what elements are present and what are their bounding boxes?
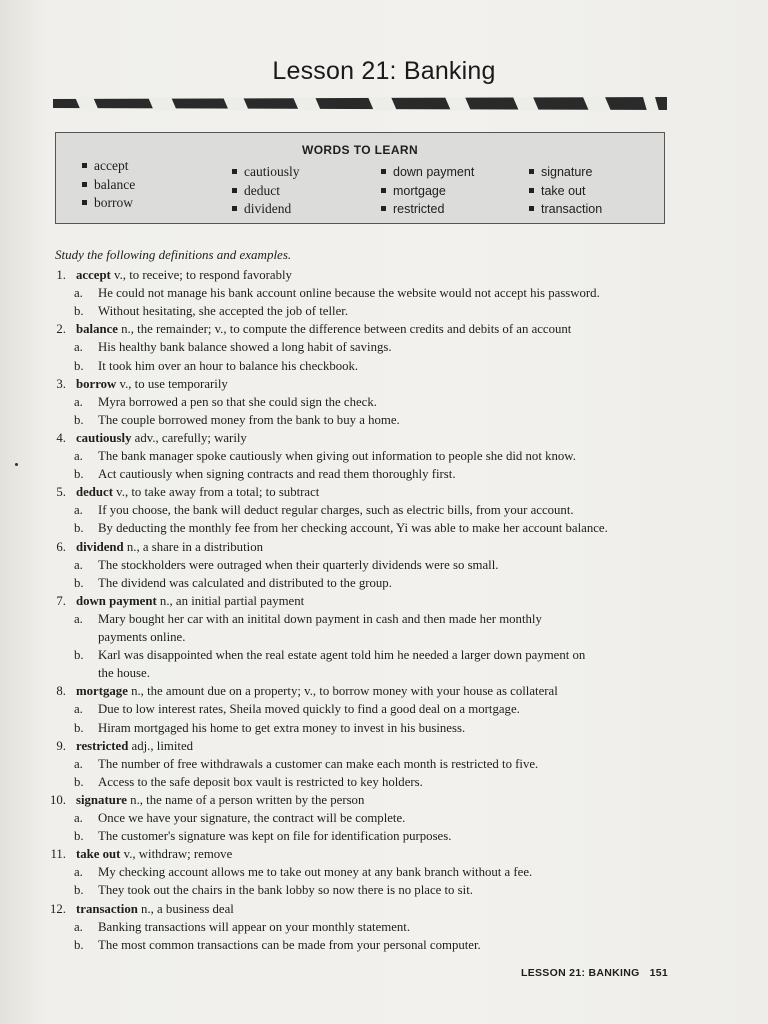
example-letter: b. — [74, 648, 84, 663]
footer-label: LESSON 21: BANKING — [520, 967, 640, 979]
entry-headline — [76, 539, 263, 555]
example-sentence: The dividend was calculated and distributed to the group. — [98, 575, 392, 590]
entry-definition: adj., limited — [128, 738, 194, 753]
example-letter: b. — [74, 575, 84, 590]
example-letter: a. — [74, 811, 83, 825]
entry-definition: n., the amount due on a property; v., to borrow money with your house as collateral — [127, 684, 558, 699]
example-letter: b. — [74, 774, 84, 789]
example-letter: b. — [74, 829, 84, 844]
decorative-stripe — [53, 96, 667, 112]
example-sentence: Banking transactions will appear on your monthly statement. — [98, 919, 411, 934]
entry-number: 9. — [56, 738, 66, 753]
entry-number: 5. — [56, 485, 66, 500]
example-letter: b. — [74, 467, 84, 482]
entry-definition: n., the remainder; v., to compute the difference between credits and debits of an account — [117, 322, 572, 337]
entry-definition: v., to take away from a total; to subtract — [112, 485, 320, 500]
example-letter: a. — [74, 702, 83, 717]
entry-word: take out — [76, 847, 121, 862]
entry-headline — [76, 683, 558, 699]
bullet-icon — [82, 200, 87, 205]
entry-headline — [76, 376, 228, 392]
word-column-1 — [82, 157, 135, 213]
example-letter: b. — [74, 883, 84, 898]
example-letter: b. — [74, 521, 84, 536]
entry-number: 11. — [50, 847, 66, 862]
example-letter: a. — [74, 394, 83, 409]
entry-headline — [76, 901, 234, 917]
example-letter: b. — [74, 720, 84, 735]
bullet-icon — [529, 169, 534, 174]
word-item: mortgage — [381, 182, 474, 201]
entry-number: 1. — [56, 268, 66, 282]
entry-headline — [76, 792, 364, 808]
entry-word: transaction — [76, 901, 138, 916]
example-sentence: The customer's signature was kept on file for identification purposes. — [98, 829, 452, 844]
entry-number: 3. — [56, 376, 66, 391]
example-sentence: They took out the chairs in the bank lobby so now there is no place to sit. — [98, 883, 473, 898]
entry-definition: v., to use temporarily — [116, 376, 228, 391]
entry-word: accept — [76, 268, 111, 282]
entry-definition: n., a business deal — [137, 901, 234, 916]
entry-headline — [76, 484, 319, 500]
word-item: restricted — [381, 200, 474, 219]
example-sentence: the house. — [98, 666, 150, 681]
example-letter: a. — [74, 449, 83, 463]
bullet-icon — [381, 169, 386, 174]
example-letter: a. — [74, 557, 83, 572]
word-column-4 — [529, 163, 602, 219]
instructions: Study the following definitions and examples. — [55, 247, 292, 262]
words-box-title: WORDS TO LEARN — [301, 143, 419, 157]
word-item: deduct — [232, 182, 300, 201]
page-number: 151 — [649, 967, 668, 979]
example-letter: a. — [74, 919, 83, 934]
bullet-icon — [529, 206, 534, 211]
entry-definition: v., to receive; to respond favorably — [110, 268, 292, 282]
example-sentence: My checking account allows me to take out money at any bank branch without a fee. — [98, 865, 533, 880]
entry-number: 6. — [56, 539, 66, 554]
example-sentence: Hiram mortgaged his home to get extra money to invest in his business. — [98, 720, 466, 735]
entry-word: deduct — [76, 485, 113, 500]
entry-word: borrow — [76, 376, 117, 391]
entry-headline — [76, 430, 247, 446]
example-sentence: The couple borrowed money from the bank to buy a home. — [98, 412, 400, 427]
word-column-2 — [232, 163, 300, 219]
bullet-icon — [232, 206, 237, 211]
word-item: down payment — [381, 163, 474, 182]
page-title: Lesson 21: Banking — [272, 57, 496, 85]
entry-word: dividend — [76, 539, 124, 554]
example-sentence: Myra borrowed a pen so that she could sign the check. — [98, 394, 377, 409]
word-item: signature — [529, 163, 602, 182]
page-footer — [521, 967, 668, 979]
words-to-learn-box — [55, 132, 665, 224]
example-letter: a. — [74, 286, 83, 301]
entry-word: down payment — [76, 593, 157, 608]
example-sentence: payments online. — [98, 630, 186, 644]
word-item: take out — [529, 182, 602, 201]
entry-number: 10. — [50, 792, 66, 807]
bullet-icon — [232, 169, 237, 174]
example-letter: b. — [74, 937, 84, 952]
example-sentence: Once we have your signature, the contract will be complete. — [98, 811, 406, 825]
example-sentence: Access to the safe deposit box vault is restricted to key holders. — [98, 774, 423, 789]
example-sentence: The bank manager spoke cautiously when giving out information to people she did not know. — [98, 449, 576, 463]
entry-headline — [76, 738, 193, 754]
example-letter: b. — [74, 412, 84, 427]
bullet-icon — [381, 188, 386, 193]
word-item: borrow — [82, 194, 135, 213]
entry-word: cautiously — [76, 430, 132, 445]
word-item: cautiously — [232, 163, 300, 182]
example-sentence: His healthy bank balance showed a long habit of savings. — [98, 340, 392, 355]
entry-headline — [76, 593, 304, 609]
entry-word: restricted — [76, 738, 129, 753]
example-sentence: The most common transactions can be made from your personal computer. — [98, 937, 481, 952]
entry-number: 12. — [50, 901, 66, 916]
example-sentence: The stockholders were outraged when their quarterly dividends were so small. — [98, 557, 499, 572]
word-item: accept — [82, 157, 135, 176]
scan-speck — [15, 463, 18, 466]
entry-definition: adv., carefully; warily — [131, 430, 247, 445]
entry-headline — [76, 321, 571, 337]
word-item: balance — [82, 176, 135, 195]
example-letter: a. — [74, 865, 83, 880]
example-sentence: He could not manage his bank account online because the website would not accept his password. — [98, 286, 600, 301]
entry-headline — [76, 846, 232, 862]
example-sentence: Mary bought her car with an initital down payment in cash and then made her monthly — [98, 611, 542, 626]
example-letter: a. — [74, 756, 83, 771]
entry-number: 8. — [56, 684, 66, 699]
bullet-icon — [82, 182, 87, 187]
bullet-icon — [381, 206, 386, 211]
bullet-icon — [232, 188, 237, 193]
entry-number: 2. — [56, 322, 66, 337]
bullet-icon — [529, 188, 534, 193]
entry-number: 7. — [56, 593, 66, 608]
example-letter: b. — [74, 358, 84, 373]
example-sentence: The number of free withdrawals a customer can make each month is restricted to five. — [98, 756, 539, 771]
word-item: dividend — [232, 200, 300, 219]
example-sentence: Due to low interest rates, Sheila moved quickly to find a good deal on a mortgage. — [98, 702, 520, 717]
word-column-3 — [381, 163, 474, 219]
word-item: transaction — [529, 200, 602, 219]
example-letter: a. — [74, 503, 83, 518]
example-sentence: Act cautiously when signing contracts and read them thoroughly first. — [98, 467, 456, 482]
example-sentence: Without hesitating, she accepted the job of teller. — [98, 304, 349, 319]
entry-headline — [76, 267, 292, 283]
bullet-icon — [82, 163, 87, 168]
example-letter: a. — [74, 340, 83, 355]
entry-definition: v., withdraw; remove — [120, 847, 233, 862]
entry-definition: n., the name of a person written by the person — [126, 792, 365, 807]
example-letter: a. — [74, 611, 83, 626]
example-sentence: If you choose, the bank will deduct regular charges, such as electric bills, from your account. — [98, 503, 574, 518]
entry-definition: n., an initial partial payment — [156, 593, 305, 608]
example-letter: b. — [74, 304, 84, 319]
example-sentence: Karl was disappointed when the real estate agent told him he needed a larger down payment on — [98, 648, 586, 663]
entry-definition: n., a share in a distribution — [123, 539, 263, 554]
entry-number: 4. — [56, 430, 66, 445]
entry-word: balance — [76, 322, 118, 337]
example-sentence: By deducting the monthly fee from her checking account, Yi was able to make her account balance. — [98, 521, 608, 536]
entry-word: mortgage — [76, 684, 128, 699]
entry-word: signature — [76, 792, 127, 807]
example-sentence: It took him over an hour to balance his checkbook. — [98, 358, 359, 373]
